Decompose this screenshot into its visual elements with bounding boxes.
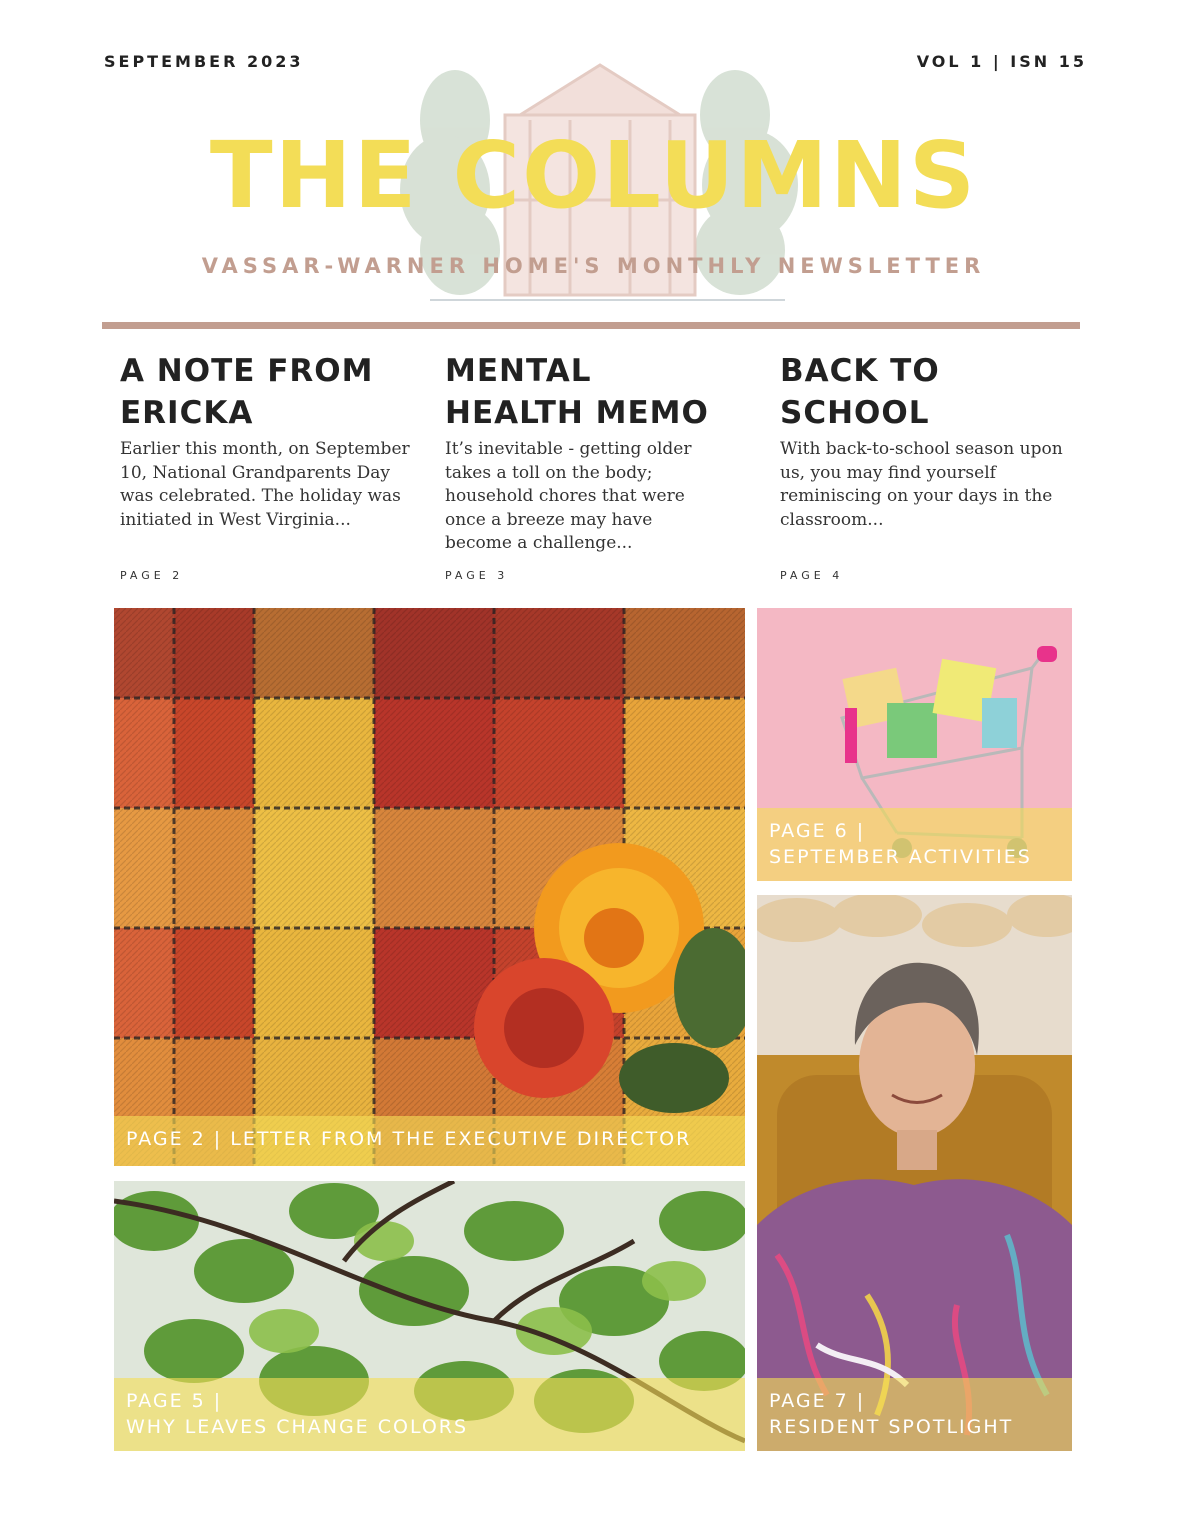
article-ericka [120, 350, 420, 532]
article-excerpt: It’s inevitable - getting older takes a toll on the body; household chores that were once a breeze may have become a challenge... [445, 439, 692, 553]
caption-text-line1: PAGE 5 | [126, 1390, 223, 1412]
feature-leaves[interactable] [114, 1181, 745, 1451]
issue-date: SEPTEMBER 2023 [104, 52, 304, 71]
page-reference[interactable]: PAGE 2 [120, 569, 184, 582]
caption-text: PAGE 2 | LETTER FROM THE EXECUTIVE DIRECTOR [126, 1128, 692, 1150]
feature-caption [757, 1378, 1072, 1451]
caption-text-line2: WHY LEAVES CHANGE COLORS [126, 1416, 469, 1438]
article-heading: BACK TO SCHOOL [780, 353, 940, 431]
article-mental-health [445, 350, 725, 556]
page-reference[interactable]: PAGE 3 [445, 569, 509, 582]
header-divider [102, 322, 1080, 329]
caption-text-line1: PAGE 6 | [769, 820, 866, 842]
newsletter-title: THE COLUMNS [209, 122, 978, 229]
caption-text-line2: SEPTEMBER ACTIVITIES [769, 846, 1032, 868]
issue-number: VOL 1 | ISN 15 [916, 52, 1087, 71]
feature-caption [114, 1378, 745, 1451]
article-heading: A NOTE FROM ERICKA [120, 353, 374, 431]
article-back-to-school [780, 350, 1070, 532]
resident-portrait-image [757, 895, 1072, 1451]
article-heading: MENTAL HEALTH MEMO [445, 353, 709, 431]
feature-caption [114, 1116, 745, 1166]
feature-executive-director[interactable] [114, 608, 745, 1166]
feature-resident-spotlight[interactable] [757, 895, 1072, 1451]
page-reference[interactable]: PAGE 4 [780, 569, 844, 582]
newsletter-subtitle: VASSAR-WARNER HOME'S MONTHLY NEWSLETTER [201, 254, 986, 278]
caption-text-line2: RESIDENT SPOTLIGHT [769, 1416, 1014, 1438]
article-excerpt: Earlier this month, on September 10, National Grandparents Day was celebrated. The holiday was initiated in West Virginia... [120, 439, 410, 530]
article-excerpt: With back-to-school season upon us, you may find yourself reminiscing on your days in the classroom... [780, 439, 1063, 530]
feature-september-activities[interactable] [757, 608, 1072, 881]
caption-text-line1: PAGE 7 | [769, 1390, 866, 1412]
feature-caption [757, 808, 1072, 881]
plaid-fabric-image [114, 608, 745, 1166]
